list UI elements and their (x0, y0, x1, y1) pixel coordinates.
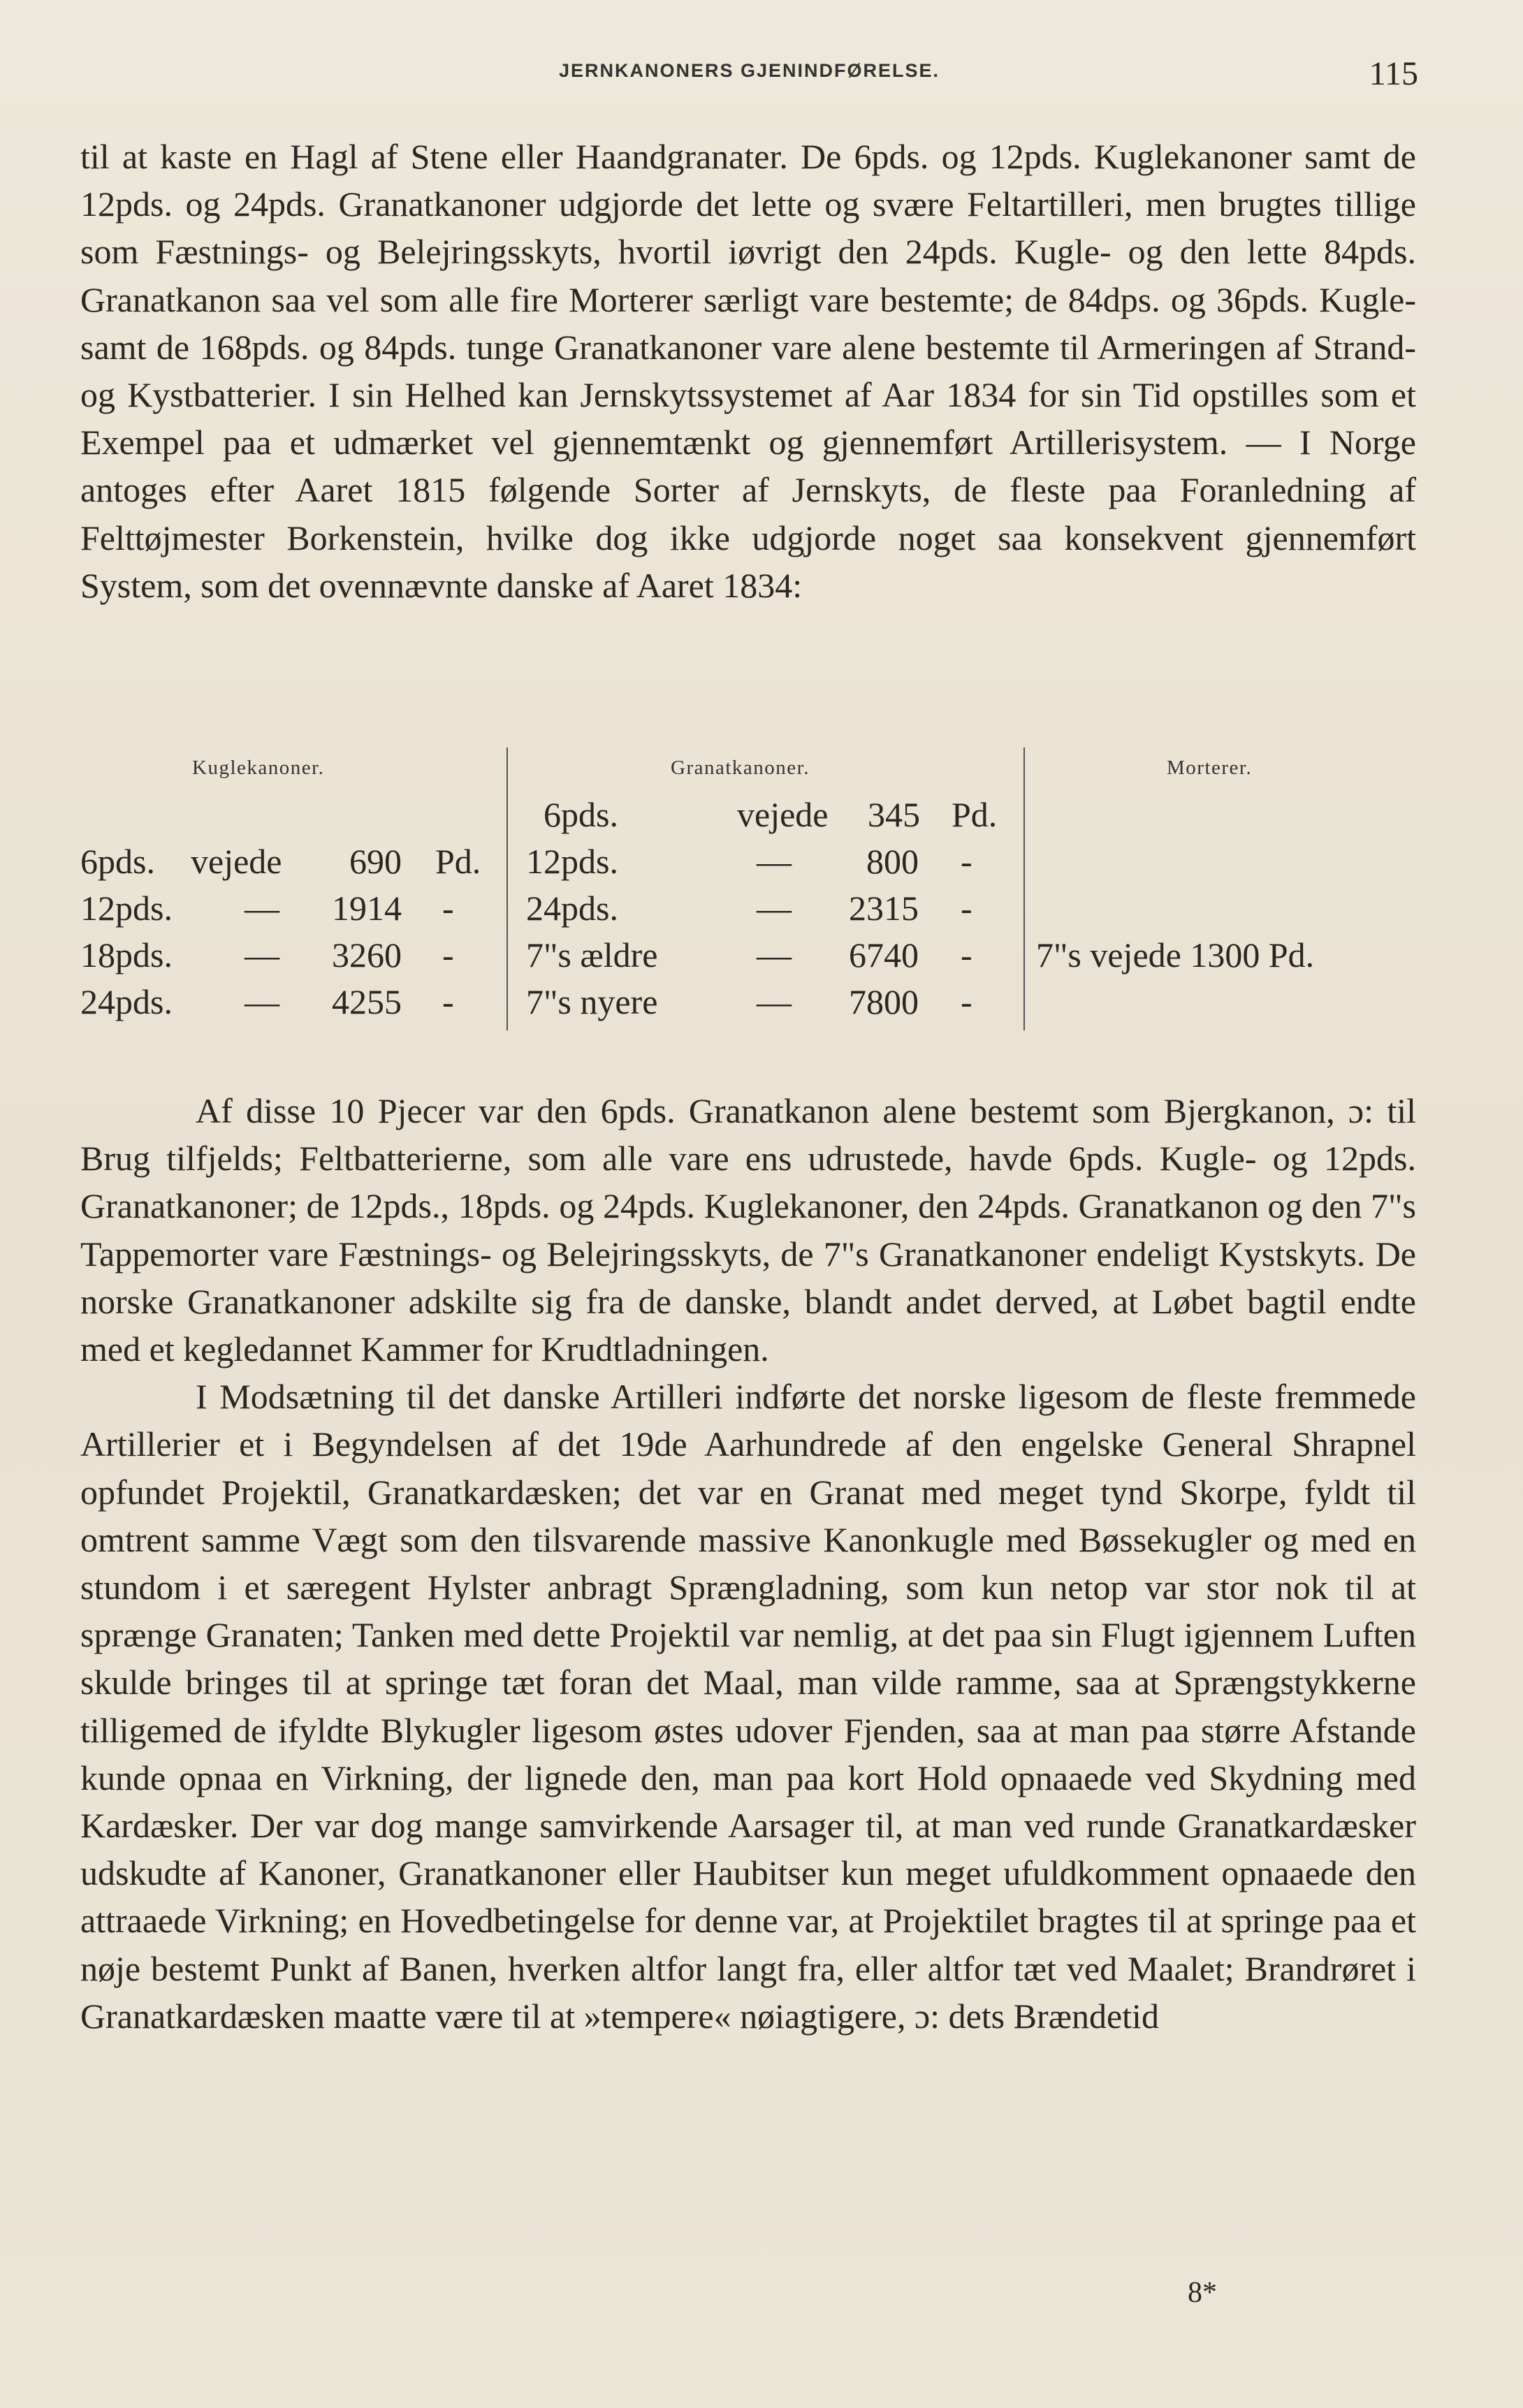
column-divider (507, 747, 508, 1030)
column-heading-kuglekanoner: Kuglekanoner. (192, 757, 325, 779)
granat-unit: - (961, 842, 972, 881)
signature-mark: 8* (1188, 2277, 1217, 2309)
granat-unit: - (961, 889, 972, 928)
granat-size: 7"s ældre (526, 935, 658, 975)
kugle-weight: 3260 (332, 935, 402, 975)
page-number: 115 (1369, 55, 1418, 92)
text-block-top (80, 133, 1416, 609)
granat-unit: Pd. (952, 795, 998, 834)
granat-unit: - (961, 982, 972, 1021)
running-title: JERNKANONERS GJENINDFØRELSE. (558, 60, 940, 81)
kugle-unit: - (442, 982, 454, 1021)
kugle-unit: Pd. (435, 842, 481, 881)
granat-size: 24pds. (526, 889, 618, 928)
paragraph: Af disse 10 Pjecer var den 6pds. Granatkanon alene bestemt som Bjergkanon, ɔ: til Brug tilfjelds; Feltbatterierne, som alle vare ens udrustede, havde 6pds. Kugle- og 12pds. Granatkanoner; de 12pds., 18pds. og 24pds. Kuglekanoner, den 24pds. Granatkanon og den 7"s Tappemorter vare Fæstnings- og Belejringsskyts, de 7"s Granatkanoner endeligt Kystskyts. De norske Granatkanoner adskilte sig fra de danske, blandt andet derved, at Løbet bagtil endte med et kegledannet Kammer for Krudtladningen. (80, 1091, 1416, 1369)
kugle-size: 6pds. (80, 842, 155, 881)
granat-weight: 800 (866, 842, 919, 881)
granat-ditto: vejede (737, 795, 829, 834)
granat-ditto: — (757, 935, 792, 975)
granat-weight: 345 (868, 795, 920, 834)
granat-ditto: — (757, 842, 792, 881)
kugle-size: 18pds. (80, 935, 173, 975)
text-block-bottom (80, 1087, 1416, 2040)
granat-unit: - (961, 935, 972, 975)
kugle-size: 12pds. (80, 889, 173, 928)
column-heading-granatkanoner: Granatkanoner. (671, 757, 810, 779)
cannon-weight-table (80, 744, 1416, 1037)
kugle-ditto: — (245, 889, 279, 928)
paragraph: I Modsætning til det danske Artilleri indførte det norske ligesom de fleste fremmede Artillerier et i Begyndelsen af det 19de Aarhundrede af den engelske General Shrapnel opfundet Projektil, Granatkardæsken; det var en Granat med meget tynd Skorpe, fyldt til omtrent samme Vægt som den tilsvarende massive Kanonkugle med Bøssekugler og med en stundom i et særegent Hylster anbragt Sprængladning, som kun netop var stor nok til at sprænge Granaten; Tanken med dette Projektil var nemlig, at det paa sin Flugt igjennem Luften skulde bringes til at springe tæt foran det Maal, man vilde ramme, saa at Sprængstykkerne tilligemed de ifyldte Blykugler ligesom østes udover Fjenden, saa at man paa større Afstande kunde opnaa en Virkning, der lignede den, man paa kort Hold opnaaede ved Skydning med Kardæsker. Der var dog mange samvirkende Aarsager til, at man ved runde Granatkardæsker udskudte af Kanoner, Granatkanoner eller Haubitser kun meget ufuldkomment opnaaede den attraaede Virkning; en Hovedbetingelse for denne var, at Projektilet bragtes til at springe paa et nøje bestemt Punkt af Banen, hverken altfor langt fra, eller altfor tæt ved Maalet; Brandrøret i Granatkardæsken maatte være til at »tempere« nøiagtigere, ɔ: dets Brændetid (80, 1377, 1416, 2036)
kugle-weight: 4255 (332, 982, 402, 1021)
granat-weight: 7800 (849, 982, 919, 1021)
kugle-ditto: — (245, 935, 279, 975)
column-divider (1023, 747, 1025, 1030)
granat-size: 7"s nyere (526, 982, 658, 1021)
granat-ditto: — (757, 982, 792, 1021)
kugle-unit: - (442, 935, 454, 975)
kugle-ditto: — (245, 982, 279, 1021)
granat-ditto: — (757, 889, 792, 928)
kugle-weight: 1914 (332, 889, 402, 928)
kugle-weight: 690 (349, 842, 402, 881)
kugle-ditto: vejede (191, 842, 282, 881)
kugle-size: 24pds. (80, 982, 173, 1021)
page-header (80, 54, 1418, 96)
granat-size: 6pds. (544, 795, 618, 834)
column-heading-morterer: Morterer. (1167, 757, 1253, 779)
paragraph: til at kaste en Hagl af Stene eller Haandgranater. De 6pds. og 12pds. Kuglekanoner samt de 12pds. og 24pds. Granatkanoner udgjorde det lette og svære Feltartilleri, men brugtes tillige som Fæstnings- og Belejringsskyts, hvortil iøvrigt den 24pds. Kugle- og den lette 84pds. Granatkanon saa vel som alle fire Morterer særligt vare bestemte; de 84dps. og 36pds. Kugle- samt de 168pds. og 84pds. tunge Granatkanoner vare alene bestemte til Armeringen af Strand- og Kystbatterier. I sin Helhed kan Jernskytssystemet af Aar 1834 for sin Tid opstilles som et Exempel paa et udmærket vel gjennemtænkt og gjennemført Artillerisystem. — I Norge antoges efter Aaret 1815 følgende Sorter af Jernskyts, de fleste paa Foranledning af Felttøjmester Borkenstein, hvilke dog ikke udgjorde noget saa konsekvent gjennemført System, som det ovennævnte danske af Aaret 1834: (80, 137, 1416, 605)
granat-weight: 2315 (849, 889, 919, 928)
granat-weight: 6740 (849, 935, 919, 975)
granat-size: 12pds. (526, 842, 618, 881)
kugle-unit: - (442, 889, 454, 928)
morter-entry: 7"s vejede 1300 Pd. (1036, 935, 1315, 975)
